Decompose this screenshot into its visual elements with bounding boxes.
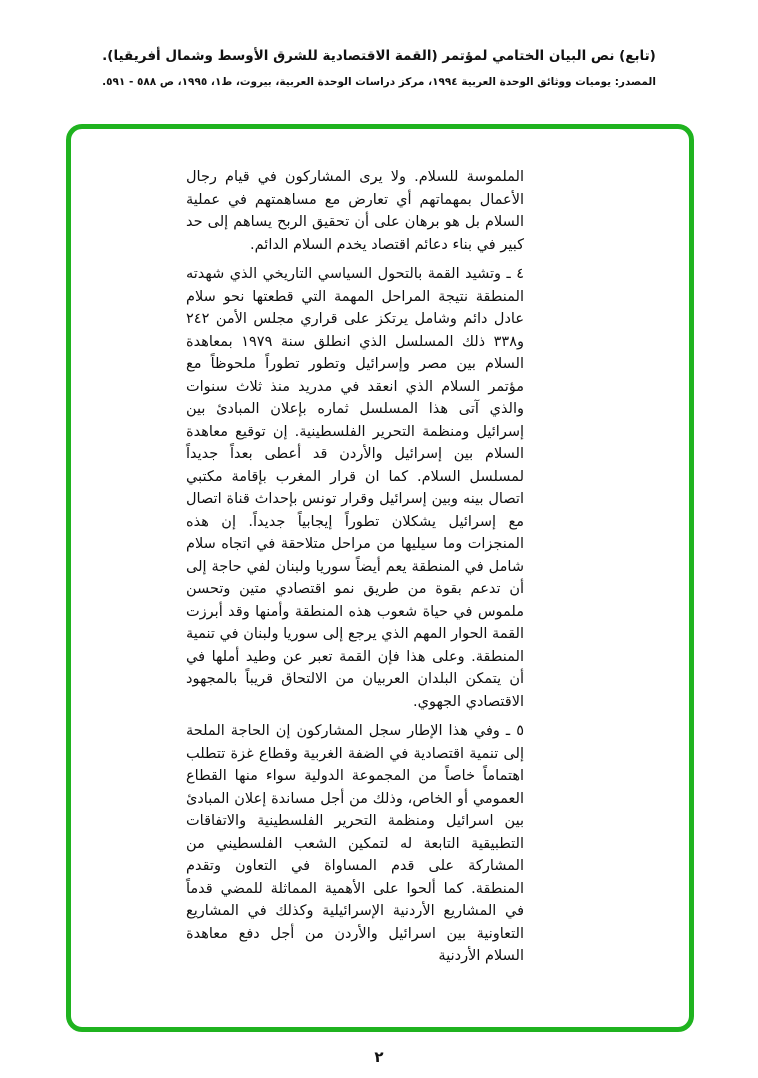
- green-border-frame: [66, 124, 694, 1032]
- document-title: (تابع) نص البيان الختامي لمؤتمر (القمة الاقتصادية للشرق الأوسط وشمال أفريقيا).: [102, 48, 656, 64]
- paragraph-continuation: الملموسة للسلام. ولا يرى المشاركون في قيام رجال الأعمال بمهماتهم أي تعارض مع مساهمتهم في عملية السلام بل هو برهان على أن تحقيق الربح يساهم إلى حد كبير في بناء دعائم اقتصاد يخدم السلام الدائم.: [186, 169, 524, 253]
- body-text-column: [186, 166, 524, 975]
- document-source-line: المصدر: يوميات ووثائق الوحدة العربية ١٩٩٤، مركز دراسات الوحدة العربية، بيروت، ط١، ١٩٩٥، ص ٥٨٨ - ٥٩١.: [102, 76, 656, 89]
- paragraph-item-5: ٥ ـ وفي هذا الإطار سجل المشاركون إن الحاجة الملحة إلى تنمية اقتصادية في الضفة الغربية وقطاع غزة تتطلب اهتماماً خاصاً من المجموعة الدولية سواء منها القطاع العمومي أو الخاص، وذلك من أجل مساندة إعلان المبادئ بين اسرائيل ومنظمة التحرير الفلسطينية والاتفاقات التطبيقية التابعة له لتمكين الشعب الفلسطيني من المشاركة على قدم المساواة في التعاون وتقدم المنطقة. كما ألحوا على الأهمية المماثلة للمضي قدماً في المشاريع الأردنية الإسرائيلية وكذلك في المشاريع التعاونية بين اسرائيل والأردن من أجل دفع معاهدة السلام الأردنية: [186, 723, 524, 964]
- page-number: ٢: [374, 1048, 384, 1066]
- paragraph-item-4: ٤ ـ وتشيد القمة بالتحول السياسي التاريخي الذي شهدته المنطقة نتيجة المراحل المهمة التي قطعتها نحو سلام عادل دائم وشامل يرتكز على قراري مجلس الأمن ٢٤٢ و٣٣٨ ذلك المسلسل الذي انطلق سنة ١٩٧٩ بمعاهدة السلام بين مصر وإسرائيل وتطور تطوراً ملحوظاً مع مؤتمر السلام الذي انعقد في مدريد منذ ثلاث سنوات والذي آتى هذا المسلسل ثماره بإعلان المبادئ بين إسرائيل ومنظمة التحرير الفلسطينية. إن توقيع معاهدة السلام بين إسرائيل والأردن قد أعطى بعداً جديداً لمسلسل السلام. كما ان قرار المغرب بإقامة مكتبي اتصال بينه وبين إسرائيل وقرار تونس بإحداث قناة اتصال مع إسرائيل يشكلان تطوراً إيجابياً جديداً. إن هذه المنجزات وما سيليها من مراحل متلاحقة في اتجاه سلام شامل في المنطقة يعم أيضاً سوريا ولبنان لفي حاجة إلى أن تدعم بقوة من طريق نمو اقتصادي متين وتحسن ملموس في حياة شعوب هذه المنطقة وأمنها وقد أبرزت القمة الحوار المهم الذي يرجع إلى سوريا ولبنان في تنمية المنطقة. وعلى هذا فإن القمة تعبر عن وطيد أملها في أن يتمكن البلدان العربيان من الالتحاق قريباً بالمجهود الاقتصادي الجهوي.: [186, 266, 525, 710]
- document-header: [0, 0, 758, 91]
